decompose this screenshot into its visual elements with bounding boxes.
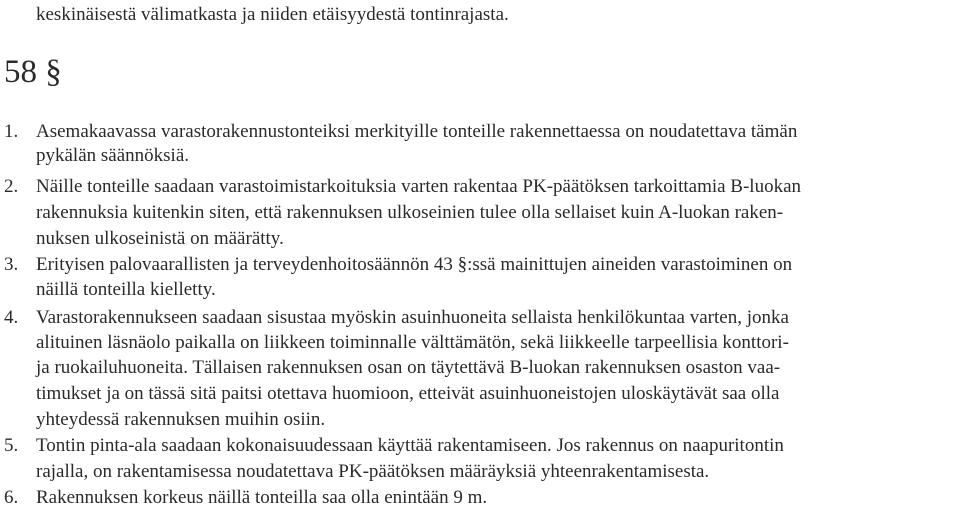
item-text-line: Erityisen palovaarallisten ja terveydenhoitosäännön 43 §:ssä mainittujen aineiden varastoiminen on (36, 254, 793, 275)
item-text-line: rakennuksia kuitenkin siten, että rakennuksen ulkoseinien tulee olla sellaiset kuin A-luokan raken- (36, 202, 784, 223)
intro-line: keskinäisestä välimatkasta ja niiden etäisyydestä tontinrajasta. (36, 4, 509, 25)
item-text-line: Rakennuksen korkeus näillä tonteilla saa olla enintään 9 m. (36, 487, 488, 508)
item-text-line: Asemakaavassa varastorakennustonteiksi merkityille tonteille rakennettaessa on noudatettava tämän (36, 121, 798, 142)
item-text-line: nuksen ulkoseinistä on määrätty. (36, 228, 284, 249)
item-number: 2. (4, 176, 19, 197)
item-text-line: Varastorakennukseen saadaan sisustaa myöskin asuinhuoneita sellaista henkilökuntaa varten, jonka (36, 307, 789, 328)
section-heading: 58 § (4, 54, 62, 90)
item-text-line: Tontin pinta-ala saadaan kokonaisuudessaan käyttää rakentamiseen. Jos rakennus on naapuritontin (36, 435, 784, 456)
item-text-line: yhteydessä rakennuksen muihin osiin. (36, 409, 326, 430)
item-number: 1. (4, 121, 19, 142)
item-text-line: pykälän säännöksiä. (36, 145, 190, 166)
item-text-line: alituinen läsnäolo paikalla on liikkeen toiminnalle välttämätön, sekä liikkeelle tarpeellisia konttori- (36, 332, 789, 353)
item-text-line: näillä tonteilla kielletty. (36, 279, 216, 300)
item-number: 5. (4, 435, 19, 456)
item-text-line: ja ruokailuhuoneita. Tällaisen rakennuksen osan on täytettävä B-luokan rakennuksen osaston vaa- (36, 357, 781, 378)
item-text-line: Näille tonteille saadaan varastoimistarkoituksia varten rakentaa PK-päätöksen tarkoittamia B-luokan (36, 176, 802, 197)
item-text-line: rajalla, on rakentamisessa noudatettava PK-päätöksen määräyksiä yhteenrakentamisesta. (36, 461, 710, 482)
item-number: 4. (4, 307, 19, 328)
item-number: 3. (4, 254, 19, 275)
item-number: 6. (4, 487, 19, 508)
item-text-line: timukset ja on tässä sitä paitsi otettava huomioon, etteivät asuinhuoneistojen uloskäytävät saa olla (36, 383, 780, 404)
